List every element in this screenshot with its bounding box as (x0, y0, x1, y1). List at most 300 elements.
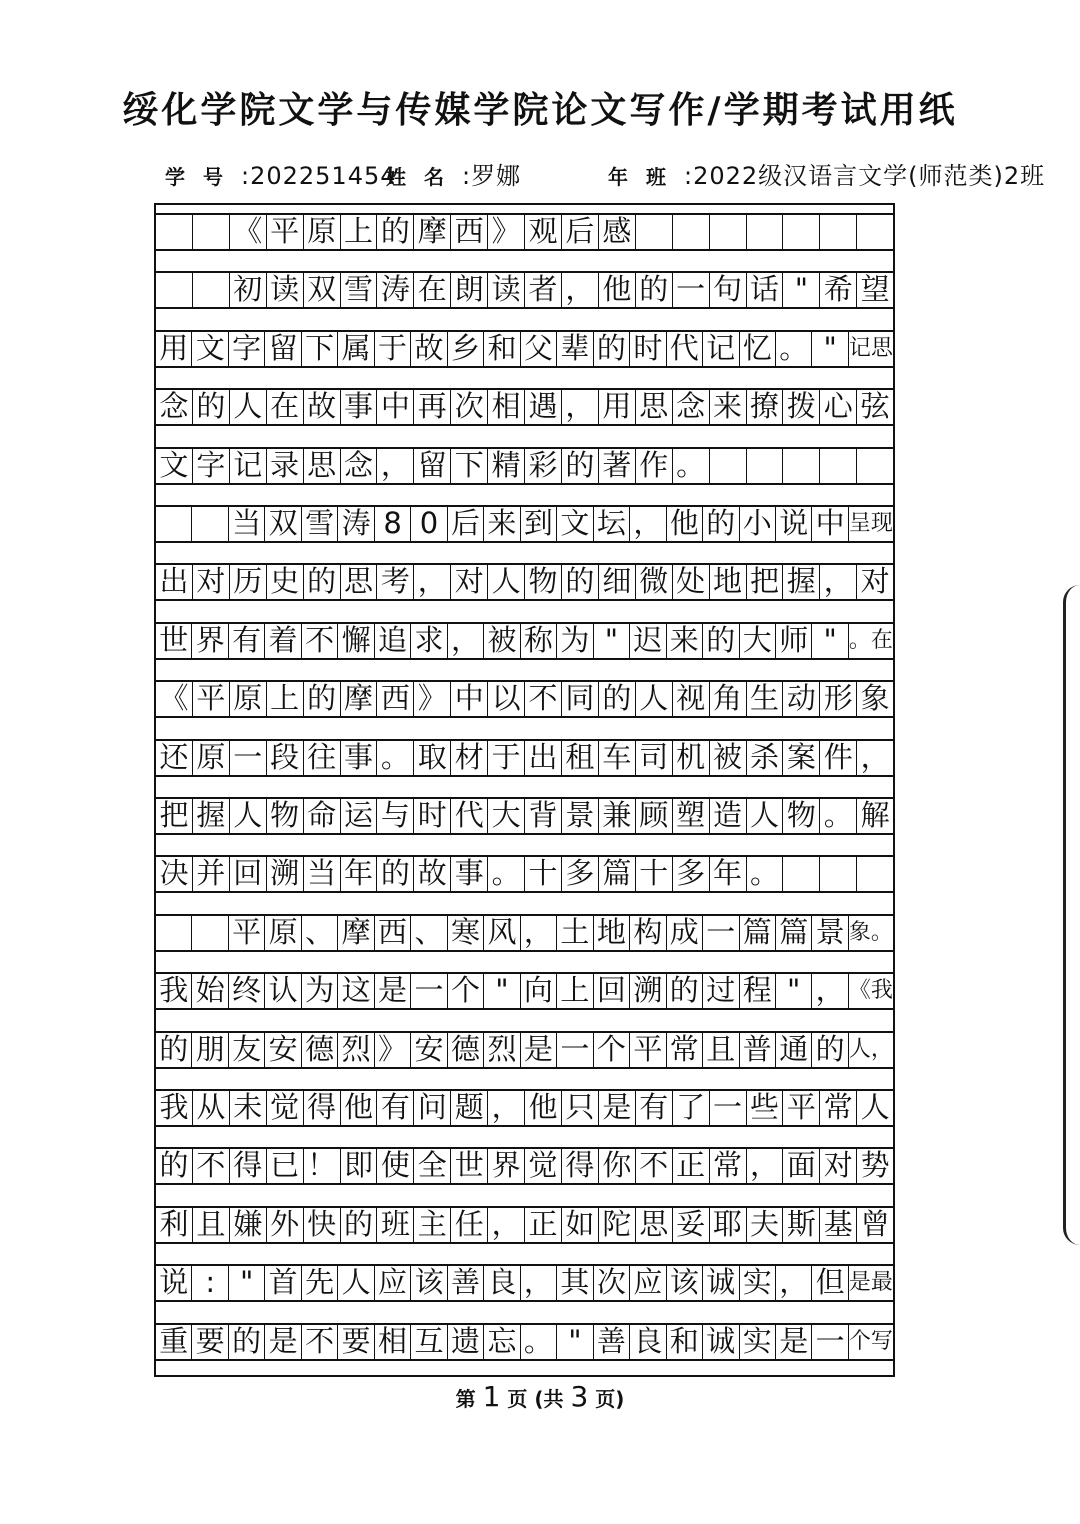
grid-cell: 成 (667, 916, 703, 950)
grid-row (156, 1323, 893, 1361)
grid-cell: 景 (812, 916, 848, 950)
grid-cell: 读 (488, 273, 525, 307)
grid-row (156, 563, 893, 601)
grid-cell: 上 (557, 974, 593, 1008)
grid-row (156, 505, 893, 543)
grid-cell: 来 (484, 507, 520, 541)
grid-cell: 快 (304, 1208, 341, 1242)
grid-cell: 实 (740, 1325, 776, 1359)
grid-cell: 个写 (848, 1328, 893, 1354)
grid-cell: 正 (673, 1149, 710, 1183)
grid-cell: 中 (377, 390, 414, 424)
grid-cell: " (594, 624, 630, 658)
grid-cell: 人 (488, 565, 525, 599)
grid-cell (156, 507, 192, 541)
grid-cell: 普 (740, 1033, 776, 1067)
grid-cell (857, 449, 893, 483)
grid-cell: 同 (562, 682, 599, 716)
grid-cell: 摩 (338, 916, 374, 950)
grid-cell: 取 (414, 741, 451, 775)
grid-cell: 角 (710, 682, 747, 716)
grid-cell: 被 (710, 741, 747, 775)
grid-cell: 思 (636, 1208, 673, 1242)
grid-cell: 有 (377, 1091, 414, 1125)
grid-cell: 的 (667, 974, 703, 1008)
grid-row (156, 680, 893, 718)
grid-cell: 的 (304, 682, 341, 716)
grid-cell: 一 (703, 916, 739, 950)
grid-cell: 和 (667, 1325, 703, 1359)
grid-cell: 平 (783, 1091, 820, 1125)
grid-cell: 但 (812, 1266, 848, 1300)
grid-cell: 观 (525, 215, 562, 249)
grid-cell: 对 (820, 1149, 857, 1183)
grid-cell: 字 (193, 449, 230, 483)
grid-cell: 握 (783, 565, 820, 599)
grid-cell: 该 (411, 1266, 447, 1300)
grid-cell (156, 215, 193, 249)
grid-cell: 不 (636, 1149, 673, 1183)
grid-cell: 应 (375, 1266, 411, 1300)
grid-cell: 篇 (599, 857, 636, 891)
grid-cell: 把 (156, 799, 193, 833)
grid-cell: 与 (377, 799, 414, 833)
grid-cell (747, 215, 784, 249)
grid-cell: 形 (820, 682, 857, 716)
grid-cell: 迟 (630, 624, 666, 658)
grid-cell: 往 (304, 741, 341, 775)
grid-cell: 人， (848, 1036, 893, 1062)
grid-cell: 懈 (338, 624, 374, 658)
grid-cell: 文 (557, 507, 593, 541)
grid-cell: 希 (820, 273, 857, 307)
grid-cell: 后 (562, 215, 599, 249)
grid-cell: 诚 (703, 1325, 739, 1359)
grid-cell: " (484, 974, 520, 1008)
grid-cell: 。 (747, 857, 784, 891)
grid-cell: ， (747, 1149, 784, 1183)
grid-cell: 念 (341, 449, 378, 483)
grid-cell: 》 (375, 1033, 411, 1067)
grid-cell: 构 (630, 916, 666, 950)
grid-cell: 良 (484, 1266, 520, 1300)
grid-cell: 《 (156, 682, 193, 716)
grid-cell: 界 (488, 1149, 525, 1183)
grid-cell: 初 (230, 273, 267, 307)
grid-cell: 的 (193, 390, 230, 424)
grid-cell: 要 (192, 1325, 228, 1359)
grid-cell: ， (488, 1091, 525, 1125)
grid-cell: 如 (562, 1208, 599, 1242)
grid-cell: 对 (451, 565, 488, 599)
grid-cell: ， (414, 565, 451, 599)
grid-cell: 的 (812, 1033, 848, 1067)
grid-cell: 。 (377, 741, 414, 775)
grid-cell: " (776, 974, 812, 1008)
grid-cell: 陀 (599, 1208, 636, 1242)
grid-cell: 字 (229, 332, 265, 366)
grid-cell: 坛 (594, 507, 630, 541)
grid-cell: 追 (375, 624, 411, 658)
grid-cell: " (812, 624, 848, 658)
grid-cell: 平 (193, 682, 230, 716)
grid-cell: 上 (267, 682, 304, 716)
grid-cell: 握 (193, 799, 230, 833)
grid-cell: 过 (703, 974, 739, 1008)
grid-cell: 处 (673, 565, 710, 599)
grid-cell: 留 (414, 449, 451, 483)
grid-cell: 兼 (599, 799, 636, 833)
grid-cell: 平 (267, 215, 304, 249)
grid-row (156, 1031, 893, 1069)
grid-cell: 得 (230, 1149, 267, 1183)
grid-cell: 不 (302, 1325, 338, 1359)
grid-cell: 时 (630, 332, 666, 366)
grid-cell: 相 (375, 1325, 411, 1359)
grid-cell (156, 273, 193, 307)
grid-cell: 互 (411, 1325, 447, 1359)
grid-cell: 作 (636, 449, 673, 483)
grid-cell: 事 (341, 390, 378, 424)
grid-cell: 的 (636, 273, 673, 307)
grid-cell: 上 (341, 215, 378, 249)
grid-cell: 涛 (377, 273, 414, 307)
grid-cell: 下 (451, 449, 488, 483)
grid-cell: 原 (304, 215, 341, 249)
grid-cell: 史 (267, 565, 304, 599)
grid-row (156, 622, 893, 660)
grid-cell: 再 (414, 390, 451, 424)
grid-cell: 良 (630, 1325, 666, 1359)
grid-cell: 段 (267, 741, 304, 775)
grid-cell: 大 (488, 799, 525, 833)
grid-cell: 世 (451, 1149, 488, 1183)
grid-cell: 我 (156, 1091, 193, 1125)
grid-cell: 善 (448, 1266, 484, 1300)
grid-cell: 的 (703, 507, 739, 541)
grid-cell (156, 916, 192, 950)
grid-cell: 地 (710, 565, 747, 599)
grid-cell: 景 (562, 799, 599, 833)
grid-cell: 先 (302, 1266, 338, 1300)
grid-cell: 雪 (341, 273, 378, 307)
grid-cell: 篇 (740, 916, 776, 950)
grid-cell: 租 (562, 741, 599, 775)
grid-cell: 思 (304, 449, 341, 483)
page-title: 绥化学院文学与传媒学院论文写作/学期考试用纸 (122, 90, 958, 131)
grid-cell: 事 (451, 857, 488, 891)
grid-cell: 人 (230, 799, 267, 833)
grid-cell: 在 (414, 273, 451, 307)
grid-cell: 来 (710, 390, 747, 424)
student-id-field (165, 158, 397, 194)
grid-cell: 故 (304, 390, 341, 424)
grid-cell (783, 857, 820, 891)
grid-cell: 常 (820, 1091, 857, 1125)
grid-cell: 把 (747, 565, 784, 599)
grid-cell: 个 (594, 1033, 630, 1067)
grid-cell: 人 (230, 390, 267, 424)
grid-cell: 曾 (860, 1206, 890, 1241)
grid-cell: 的 (304, 565, 341, 599)
grid-cell: 原 (193, 741, 230, 775)
grid-cell: 文 (156, 449, 193, 483)
grid-cell: 属 (338, 332, 374, 366)
grid-cell: 遗 (448, 1325, 484, 1359)
grid-cell: 安 (411, 1033, 447, 1067)
grid-cell: 认 (265, 974, 301, 1008)
grid-cell: 在 (267, 390, 304, 424)
grid-cell: 。 (521, 1325, 557, 1359)
grid-cell: 安 (265, 1033, 301, 1067)
grid-cell: ！ (304, 1149, 341, 1183)
grid-cell: 的 (156, 1149, 193, 1183)
grid-cell: 记 (230, 449, 267, 483)
grid-cell: 势 (860, 1148, 890, 1183)
grid-cell: 这 (338, 974, 374, 1008)
grid-cell: 读 (267, 273, 304, 307)
grid-cell: 来 (667, 624, 703, 658)
grid-cell: 平 (630, 1033, 666, 1067)
grid-cell: 首 (265, 1266, 301, 1300)
grid-cell: 出 (156, 565, 193, 599)
grid-cell: 用 (599, 390, 636, 424)
grid-cell: 微 (636, 565, 673, 599)
grid-cell: 你 (599, 1149, 636, 1183)
grid-cell: 是 (599, 1091, 636, 1125)
grid-cell: 下 (302, 332, 338, 366)
grid-cell: 的 (599, 682, 636, 716)
grid-cell: 者 (525, 273, 562, 307)
grid-cell: 忆 (740, 332, 776, 366)
grid-cell: 被 (484, 624, 520, 658)
grid-cell: 后 (448, 507, 484, 541)
grid-cell: 大 (740, 624, 776, 658)
grid-row (156, 388, 893, 426)
grid-cell: 夫 (747, 1208, 784, 1242)
grid-cell: 篇 (776, 916, 812, 950)
grid-cell: 任 (451, 1208, 488, 1242)
grid-cell: " (812, 332, 848, 366)
grid-cell: 一 (812, 1325, 848, 1359)
grid-cell: 小 (740, 507, 776, 541)
grid-cell: 记 (703, 332, 739, 366)
grid-row (156, 1264, 893, 1302)
grid-cell: 德 (302, 1033, 338, 1067)
grid-cell: 思 (341, 565, 378, 599)
grid-cell: 考 (377, 565, 414, 599)
grid-row (156, 855, 893, 893)
grid-cell: 机 (673, 741, 710, 775)
grid-cell: 物 (267, 799, 304, 833)
grid-cell: 常 (667, 1033, 703, 1067)
grid-cell (857, 857, 893, 891)
grid-cell: 命 (304, 799, 341, 833)
grid-cell (820, 449, 857, 483)
grid-cell: 他 (341, 1091, 378, 1125)
grid-cell (636, 215, 673, 249)
grid-row (156, 213, 893, 251)
grid-cell: 并 (193, 857, 230, 891)
grid-cell: 、 (411, 916, 447, 950)
grid-cell: 念 (156, 390, 193, 424)
grid-cell: 十 (525, 857, 562, 891)
grid-cell: 次 (451, 390, 488, 424)
grid-cell: 的 (703, 624, 739, 658)
class-field (608, 158, 1045, 194)
grid-cell: 是 (265, 1325, 301, 1359)
class-value: :2022级汉语言文学(师范类)2班 (684, 162, 1046, 190)
grid-cell: 不 (525, 682, 562, 716)
grid-cell: 烈 (338, 1033, 374, 1067)
grid-row (156, 1089, 893, 1127)
grid-cell: 善 (594, 1325, 630, 1359)
grid-cell: 原 (265, 916, 301, 950)
grid-cell (193, 273, 230, 307)
grid-cell: 话 (747, 273, 784, 307)
grid-cell: 且 (193, 1208, 230, 1242)
grid-cell: 彩 (525, 449, 562, 483)
grid-cell: ， (562, 390, 599, 424)
grid-cell: 为 (302, 974, 338, 1008)
grid-cell: 的 (377, 215, 414, 249)
grid-cell: 材 (451, 741, 488, 775)
grid-cell: 象 (860, 681, 890, 716)
grid-cell: 摩 (341, 682, 378, 716)
grid-cell: 妥 (673, 1208, 710, 1242)
grid-cell: 只 (562, 1091, 599, 1125)
grid-cell: 觉 (267, 1091, 304, 1125)
grid-cell: 是最 (848, 1270, 893, 1296)
grid-cell: 得 (304, 1091, 341, 1125)
grid-cell: 录 (267, 449, 304, 483)
grid-cell (192, 507, 228, 541)
grid-cell: 记思 (848, 335, 893, 361)
grid-cell: 重 (156, 1325, 192, 1359)
grid-row (156, 739, 893, 777)
grid-cell (820, 857, 857, 891)
grid-cell: 全 (414, 1149, 451, 1183)
grid-cell: 精 (488, 449, 525, 483)
grid-cell: 对 (193, 565, 230, 599)
grid-cell: 说 (156, 1266, 192, 1300)
grid-cell: 利 (156, 1208, 193, 1242)
grid-cell: 要 (338, 1325, 374, 1359)
grid-row (156, 330, 893, 368)
grid-cell: 未 (230, 1091, 267, 1125)
grid-cell: 西 (377, 682, 414, 716)
grid-cell: 代 (667, 332, 703, 366)
grid-cell: 诚 (703, 1266, 739, 1300)
grid-cell (857, 215, 893, 249)
grid-cell: ， (377, 449, 414, 483)
grid-cell: 西 (451, 215, 488, 249)
grid-cell: 著 (599, 449, 636, 483)
grid-cell: 相 (488, 390, 525, 424)
grid-cell: 西 (375, 916, 411, 950)
grid-cell: 和 (484, 332, 520, 366)
grid-cell: 双 (304, 273, 341, 307)
grid-cell: 师 (776, 624, 812, 658)
grid-cell: 是 (776, 1325, 812, 1359)
grid-cell: 的 (156, 1033, 192, 1067)
grid-cell: 。 (776, 332, 812, 366)
grid-cell: 心 (820, 390, 857, 424)
grid-cell: 他 (667, 507, 703, 541)
grid-cell: 平 (229, 916, 265, 950)
grid-cell: " (229, 1266, 265, 1300)
grid-cell: 当 (229, 507, 265, 541)
page-footer (0, 1380, 1080, 1413)
grid-cell: 说 (776, 507, 812, 541)
grid-cell: ， (630, 507, 666, 541)
grid-row (156, 972, 893, 1010)
footer-suffix: 页) (588, 1387, 625, 1411)
grid-cell: 了 (673, 1091, 710, 1125)
grid-cell: 原 (230, 682, 267, 716)
grid-cell (820, 215, 857, 249)
name-field (386, 158, 521, 194)
footer-middle: 页 (共 (500, 1387, 571, 1411)
grid-cell: 是 (375, 974, 411, 1008)
grid-cell: 撩 (747, 390, 784, 424)
grid-cell: 应 (630, 1266, 666, 1300)
grid-cell: 弦 (860, 389, 890, 424)
grid-cell: : (192, 1266, 228, 1300)
grid-cell: 象。 (848, 919, 893, 945)
grid-row (156, 797, 893, 835)
grid-cell: 年 (710, 857, 747, 891)
student-id-value: :202251454 (241, 162, 397, 190)
grid-cell: 。 (673, 449, 710, 483)
grid-cell: 辈 (557, 332, 593, 366)
grid-cell: 遇 (525, 390, 562, 424)
grid-cell: 耶 (710, 1208, 747, 1242)
grid-cell: 》 (414, 682, 451, 716)
grid-cell: 斯 (783, 1208, 820, 1242)
grid-cell: 雪 (302, 507, 338, 541)
grid-cell: 、 (302, 916, 338, 950)
grid-cell: 一 (230, 741, 267, 775)
grid-cell: 多 (562, 857, 599, 891)
grid-cell: 人 (860, 1090, 890, 1124)
grid-cell: 觉 (525, 1149, 562, 1183)
grid-cell: 视 (673, 682, 710, 716)
grid-cell: 时 (414, 799, 451, 833)
grid-cell: 是 (521, 1033, 557, 1067)
grid-cell: 代 (451, 799, 488, 833)
grid-cell: 摩 (414, 215, 451, 249)
grid-cell: 我 (156, 974, 192, 1008)
grid-cell: 始 (192, 974, 228, 1008)
grid-cell: 风 (484, 916, 520, 950)
grid-cell (673, 215, 710, 249)
grid-cell: 物 (525, 565, 562, 599)
grid-cell: 思 (636, 390, 673, 424)
grid-cell: 于 (375, 332, 411, 366)
grid-cell (710, 215, 747, 249)
grid-cell: 着 (265, 624, 301, 658)
grid-cell: 即 (341, 1149, 378, 1183)
grid-cell: 背 (525, 799, 562, 833)
grid-cell: 且 (703, 1033, 739, 1067)
grid-cell: 该 (667, 1266, 703, 1300)
grid-cell: 故 (411, 332, 447, 366)
grid-cell: 人 (747, 799, 784, 833)
grid-cell: 土 (557, 916, 593, 950)
grid-cell: ， (448, 624, 484, 658)
grid-cell: 他 (525, 1091, 562, 1125)
